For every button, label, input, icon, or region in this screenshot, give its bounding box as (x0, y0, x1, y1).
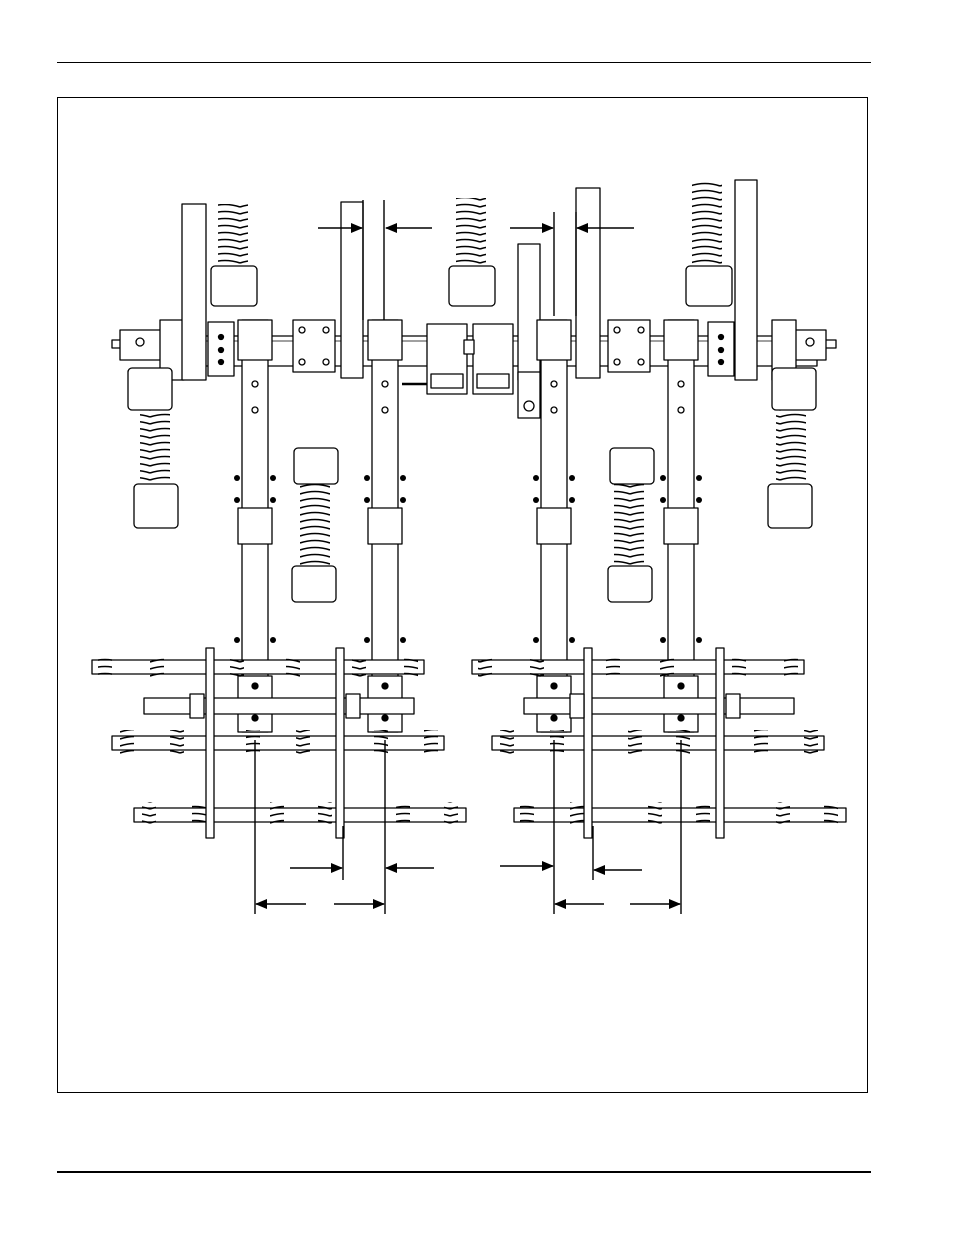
footer-rule (57, 1171, 871, 1173)
coil-spring-icon (128, 182, 816, 602)
